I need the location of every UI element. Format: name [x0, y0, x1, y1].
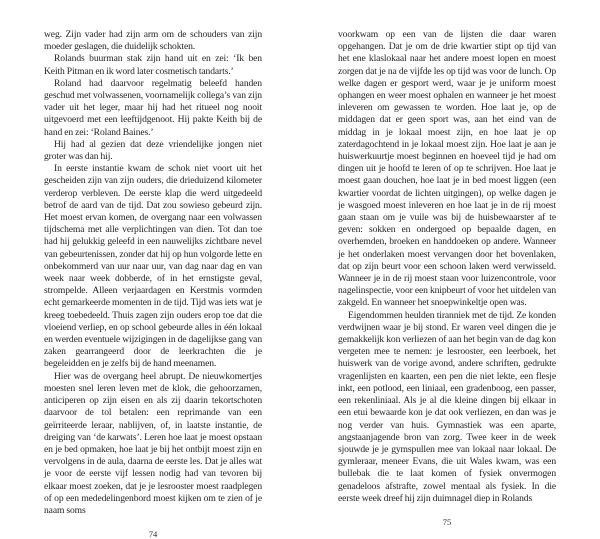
- paragraph: Rolands buurman stak zijn hand uit en zei: ‘Ik ben Keith Pitman en ik word later cosmetisch tandarts.’: [44, 53, 262, 77]
- paragraph: In eerste instantie kwam de schok niet voort uit het gescheiden zijn van zijn ouders, die drieduizend kilometer verderop verbleven. De eerste klap die werd uitgedeeld betrof de aard van de tijd. Dat zou sowieso gebeurd zijn. Het moest ervan komen, de overgang naar een volwassen tijdschema met alle verplichtingen van dien. Tot dan toe had hij gelukkig geleefd in een nauwelijks zichtbare nevel van gebeurtenissen, zonder dat hij op hun volgorde lette en onbekommerd van uur naar uur, van dag naar dag en van week naar week dobberde, of in het ernstigste geval, strompelde. Alleen verjaardagen en Kerstmis vormden echt gemarkeerde momenten in de tijd. Tijd was iets wat je kreeg toebedeeld. Thuis zagen zijn ouders erop toe dat die vloeiend verliep, en op school gebeurde alles in één lokaal en werden eventuele wijzigingen in de dagelijkse gang van zaken gearrangeerd door de leerkrachten die je begeleidden en je zelfs bij de hand meenamen.: [44, 163, 262, 370]
- paragraph: voorkwam op een van de lijsten die daar waren opgehangen. Dat je om de drie kwartier stipt op tijd van het ene klaslokaal naar het andere moest lopen en moest zorgen dat je na de vijfde les op tijd was voor de lunch. Op welke dagen er gesport werd, waar je je uniform moest ophangen en weer moest ophalen en wanneer je het moest inleveren om gewassen te worden. Hoe laat je, op de middagen dat er geen sport was, aan het eind van de middag in je lokaal moest zijn, en hoe laat je op zaterdagochtend in je lokaal moest zijn. Hoe laat je aan je huiswerkuurtje moest beginnen en hoeveel tijd je had om dingen uit je hoofd te leren of op te schrijven. Hoe laat je moest gaan douchen, hoe laat je in bed moest liggen (een kwartier voordat de lichten uitgingen), op welke dagen je je wasgoed moest inleveren en hoe laat je in de rij moest gaan staan om je vuile was bij de huisbewaarster af te geven: sokken en ondergoed op bepaalde dagen, en overhemden, broeken en handdoeken op andere. Wanneer je het onderlaken moest vervangen door het bovenlaken, dat op zijn beurt voor een schoon laken werd verwisseld. Wanneer je in de rij moest staan voor luizencontrole, voor nagelinspectie, voor een knipbeurt of voor het uitdelen van zakgeld. En wanneer het snoepwinkeltje open was.: [338, 29, 556, 309]
- page-number: 75: [442, 516, 452, 527]
- paragraph: Hier was de overgang heel abrupt. De nieuwkomertjes moesten snel leren leven met de klok, die gehoorzamen, anticiperen op zijn eisen en als zij daarin tekortschoten daarvoor de tol betalen: een reprimande van een geïrriteerde leraar, nablijven, of, in laatste instantie, de dreiging van ‘de karwats’. Leren hoe laat je moest opstaan en je bed opmaken, hoe laat je bij het ontbijt moest zijn en vervolgens in de aula, daarna de eerste les. Dat je alles wat je voor de eerste vijf lessen nodig had van tevoren bij elkaar moest zoeken, dat je je lesrooster moest raadplegen of op een mededelingenbord moest kijken om te zien of je naam soms: [44, 370, 262, 516]
- right-page-body: [338, 29, 556, 505]
- left-page-body: [44, 29, 262, 517]
- right-page: [300, 0, 600, 527]
- paragraph: Eigendommen heulden tiranniek met de tijd. Ze konden verdwijnen waar je bij stond. Er waren veel dingen die je gemakkelijk kon verliezen of aan het begin van de dag kon vergeten mee te nemen: je lesrooster, een leerboek, het huiswerk van de vorige avond, andere schriften, gedrukte vragenlijsten en kaarten, een pen die niet lekte, een flesje inkt, een potlood, een liniaal, een gradenboog, een passer, een rekenliniaal. Als je al die kleine dingen bij elkaar in een etui bewaarde kon je dat ook verliezen, en dan was je nog verder van huis. Gymnastiek was een aparte, angstaanjagende bron van zorg. Twee keer in de week sjouwde je je gymspullen mee van lokaal naar lokaal. De gymleraar, meneer Evans, die uit Wales kwam, was een bullebak die te laat komen of fysiek onvermogen genadeloos afstrafte, zowel mentaal als fysiek. In die eerste week dreef hij zijn duimnagel diep in Rolands: [338, 309, 556, 504]
- paragraph: weg. Zijn vader had zijn arm om de schouders van zijn moeder geslagen, die duidelijk schokten.: [44, 29, 262, 53]
- page-number: 74: [148, 529, 158, 539]
- paragraph: Hij had al gezien dat deze vriendelijke jongen niet groter was dan hij.: [44, 138, 262, 163]
- paragraph: Roland had daarvoor regelmatig beleefd handen geschud met volwassenen, voornamelijk collega’s van zijn vader uit het leger, maar hij had het ritueel nog nooit uitgevoerd met een leeftijdgenoot. Hij pakte Keith bij de hand en zei: ‘Roland Baines.’: [44, 77, 262, 138]
